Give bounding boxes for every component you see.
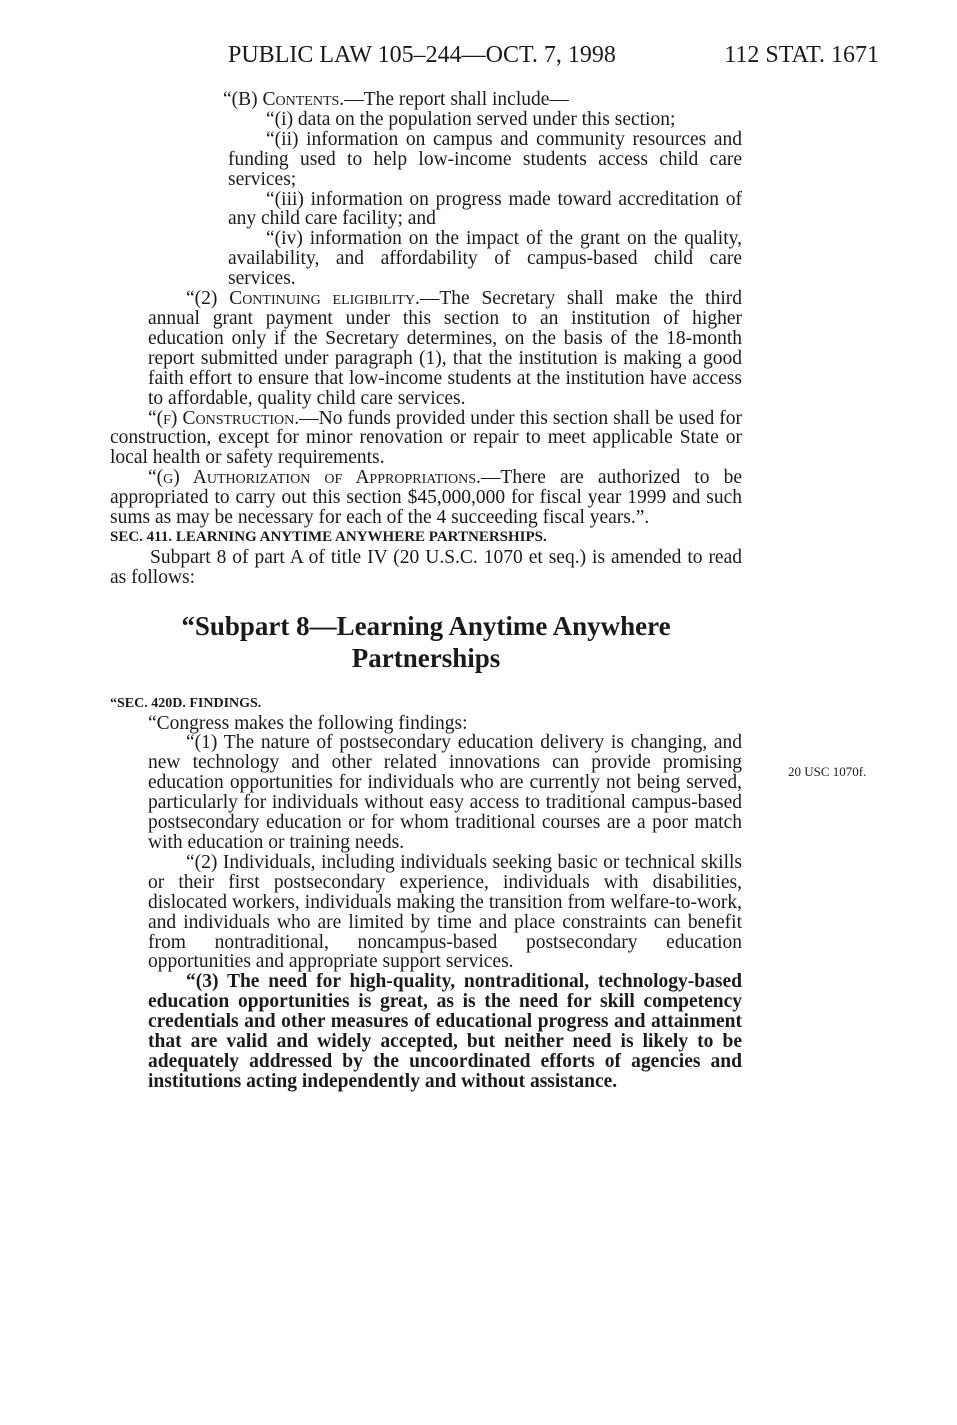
section-411-text: Subpart 8 of part A of title IV (20 U.S.C. 1070 et seq.) is amended to read as follows: [110, 546, 742, 588]
findings-intro: “Congress makes the following findings: [148, 712, 468, 734]
paragraph-2-continuing-eligibility: “(2) Continuing eligibility.—The Secretary shall make the third annual grant payment under this section to an institution of higher education only if the Secretary determines, on the basis of the 18-month report submitted under paragraph (1), that the institution is making a good faith effort to ensure that low-income students at the institution have access to affordable, quality child care services. [148, 288, 742, 409]
margin-note-usc: 20 USC 1070f. [788, 764, 867, 779]
subsection-g-authorization: “(g) Authorization of Appropriations.—There are authorized to be appropriated to carry out this section $45,000,000 for fiscal year 1999 and such sums as may be necessary for each of the 4 succeeding fiscal years.”. [110, 467, 742, 529]
subsection-f-construction: “(f) Construction.—No funds provided under this section shall be used for construction, except for minor renovation or repair to meet applicable State or local health or safety requirements. [110, 407, 742, 469]
clause-ii: “(ii) information on campus and community resources and funding used to help low-income students access child care services; [228, 128, 742, 190]
document-body [110, 90, 742, 1092]
subpart-title-line-1: “Subpart 8—Learning Anytime Anywhere [181, 610, 671, 641]
subpart-title-line-2: Partnerships [351, 642, 501, 673]
header-stat-citation: 112 STAT. 1671 [724, 42, 879, 68]
clause-i: “(i) data on the population served under this section; [266, 108, 676, 130]
subpart-8-title [110, 610, 742, 674]
section-420d-heading: “SEC. 420D. FINDINGS. [110, 695, 262, 711]
finding-2: “(2) Individuals, including individuals seeking basic or technical skills or their first postsecondary experience, individuals with disabilities, dislocated workers, individuals making the transition from welfare-to-work, and individuals who are limited by time and place constraints can benefit from nontraditional, noncampus-based postsecondary education opportunities and appropriate support services. [148, 851, 742, 973]
clause-iii: “(iii) information on progress made toward accreditation of any child care facility; and [228, 188, 742, 230]
finding-3: “(3) The need for high-quality, nontraditional, technology-based education opportunities is great, as is the need for skill competency credentials and other measures of educational progress and attainment that are valid and widely accepted, but neither need is likely to be adequately addressed by the uncoordinated efforts of agencies and institutions acting independently and without assistance. [148, 971, 742, 1092]
finding-1: “(1) The nature of postsecondary education delivery is changing, and new technology and other related innovations can provide promising education opportunities for individuals who are currently not being served, particularly for individuals without easy access to traditional campus-based postsecondary education or for whom traditional courses are a poor match with education or training needs. [148, 732, 742, 853]
clause-iv: “(iv) information on the impact of the grant on the quality, availability, and affordability of campus-based child care services. [228, 228, 742, 290]
section-411-heading: SEC. 411. LEARNING ANYTIME ANYWHERE PARTNERSHIPS. [110, 528, 547, 545]
header-law-citation: PUBLIC LAW 105–244—OCT. 7, 1998 [228, 42, 616, 68]
page-header [228, 42, 879, 74]
paragraph-b-contents: “(B) Contents.—The report shall include— [223, 89, 569, 110]
